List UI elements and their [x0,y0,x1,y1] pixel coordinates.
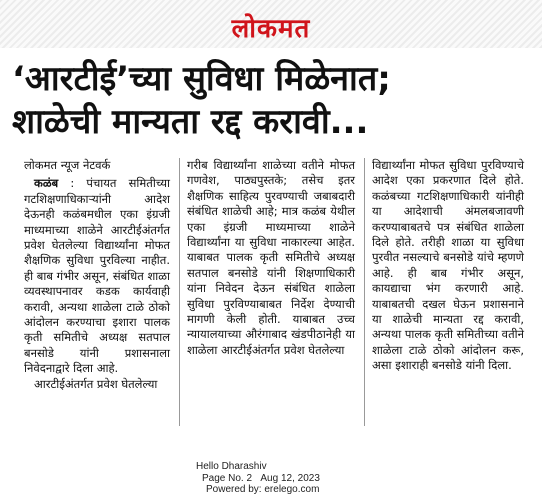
paragraph [24,176,170,376]
page-info [196,473,320,485]
column-divider [364,158,365,426]
clipping-footer [196,461,320,496]
paragraph: विद्यार्थ्यांना मोफत सुविधा पुरविण्याचे आदेश एका प्रकरणात दिले होते. कळंबच्या गटशिक्षणाधिकारी यांनीही या आदेशाची अंमलबजावणी करण्याबाबतचे पत्र संबंधित शाळेला दिले होते. तरीही शाळा या सुविधा पुरवीत नसल्याचे बनसोडे यांचे म्हणणे आहे. ही बाब गंभीर असून, कायद्याचा भंग करणारी आहे. याबाबतची दखल घेऊन प्रशासनाने या शाळेची मान्यता रद्द करावी, अन्यथा पालक कृती समितीच्या वतीने शाळेला टाळे ठोको आंदोलन करू, असा इशाराही बनसोडे यांनी दिला. [372,158,524,373]
newspaper-logo: लोकमत [231,14,311,44]
dateline: कळंब [34,176,59,191]
headline [12,58,537,144]
column-divider [179,158,180,426]
paragraph: आरटीईअंतर्गत प्रवेश घेतलेल्या [34,376,158,391]
page-number: Page No. 2 [202,472,253,484]
article-column-3 [372,158,524,374]
powered-by: Powered by: erelego.com [206,484,320,495]
paragraph-text: : पंचायत समितीच्या गटशिक्षणाधिकाऱ्यांनी आदेश देऊनही कळंबमधील एका इंग्रजी माध्यमाच्या शाळेने आरटीईअंतर्गत प्रवेश घेतलेल्या विद्यार्थ्यांना मोफत शैक्षणिक सुविधा पुरविल्या नाहीत. ही बाब गंभीर असून, संबंधित शाळा व्यवस्थापनावर कडक कार्यवाही करावी, अन्यथा शाळेला टाळे ठोको आंदोलन करण्याचा इशारा पालक कृती समितीचे अध्यक्ष सतपाल बनसोडे यांनी प्रशासनाला निवेदनाद्वारे दिला आहे. [24,176,171,376]
edition-name: Hello Dharashiv [196,461,267,472]
headline-line-2: शाळेची मान्यता रद्द करावी... [12,102,369,142]
article-column-2 [187,158,355,358]
publish-date: Aug 12, 2023 [260,472,320,484]
headline-line-1: ‘आरटीई’च्या सुविधा मिळेनात; [12,59,391,99]
byline: लोकमत न्यूज नेटवर्क [24,158,111,172]
article-column-1 [24,158,170,392]
paragraph: गरीब विद्यार्थ्यांना शाळेच्या वतीने मोफत गणवेश, पाठ्यपुस्तके; तसेच इतर शैक्षणिक साहित्य पुरवण्याची जबाबदारी संबंधित शाळेची आहे; मात्र कळंब येथील एका इंग्रजी माध्यमाच्या शाळेने विद्यार्थ्यांना या सुविधा नाकारल्या आहेत. याबाबत पालक कृती समितीचे अध्यक्ष सतपाल बनसोडे यांनी शिक्षणाधिकारी यांना निवेदन देऊन संबंधित शाळेला सुविधा पुरविण्याबाबत निर्देश देण्याची मागणी केली होती. याबाबत उच्च न्यायालयाच्या औरंगाबाद खंडपीठानेही या शाळेला आरटीईअंतर्गत प्रवेश घेतलेल्या [187,158,355,357]
